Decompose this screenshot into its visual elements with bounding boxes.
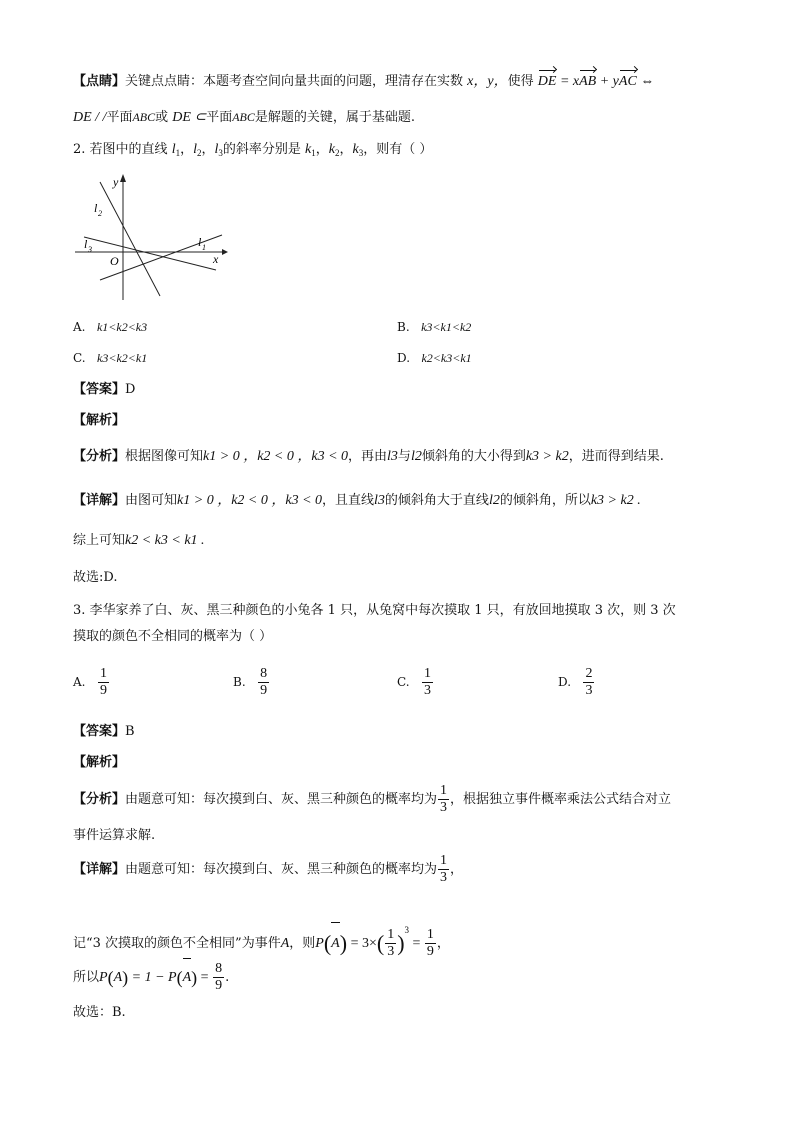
q2-stem-c: ，则有（ ） — [363, 142, 433, 157]
q2-stem-b: 的斜率分别是 — [222, 142, 301, 157]
frac-num: 1 — [387, 927, 395, 942]
frac-num: 1 — [99, 666, 107, 681]
frac-den: 3 — [440, 800, 448, 815]
jiexi-tag: 【解析】 — [73, 413, 126, 428]
prob-p: P — [315, 936, 324, 951]
question-3-stem-2 — [73, 627, 272, 647]
q2-option-b[interactable] — [397, 318, 471, 336]
q3-option-d[interactable] — [558, 666, 595, 699]
frac-num: 1 — [440, 783, 448, 798]
ji-eq-2: = — [409, 936, 424, 951]
l1-sub: 1 — [175, 148, 181, 158]
q3-guxuan — [73, 1003, 126, 1023]
plane-word-2: 平面 — [206, 110, 233, 125]
q2-option-c[interactable] — [73, 349, 147, 367]
fenxi-l3: l3 — [387, 449, 398, 464]
l2-label-sub: 2 — [98, 209, 102, 218]
k1: k — [305, 142, 312, 157]
xj-slopes: k1 > 0 ，k2 < 0 ，k3 < 0 — [177, 493, 323, 508]
l3-sub: 3 — [218, 148, 223, 158]
option-key: D. — [558, 675, 572, 689]
q2-answer — [73, 380, 135, 400]
answer-tag: 【答案】 — [73, 382, 126, 397]
xj-l2: l2 — [488, 493, 500, 508]
option-text: k3<k1<k2 — [421, 320, 472, 334]
option-key: C. — [73, 351, 86, 365]
frac-den: 9 — [260, 683, 268, 698]
fenxi-fraction — [438, 783, 449, 816]
fenxi-text: 根据图像可知 — [125, 449, 204, 464]
y-label: y — [113, 175, 119, 189]
frac-num: 1 — [426, 927, 434, 942]
ji-text-b: ，则 — [289, 936, 316, 951]
line-l2 — [100, 182, 160, 296]
gu-text: 故选:D. — [73, 570, 118, 585]
event-a-bar: A — [183, 958, 192, 996]
ji-end: ， — [436, 936, 450, 951]
dianjing-conclusion: 是解题的关键，属于基础题. — [254, 110, 416, 125]
option-key: C. — [397, 675, 410, 689]
frac-num: 8 — [215, 961, 223, 976]
fenxi-l2: l2 — [410, 449, 422, 464]
xiangjie-tag: 【详解】 — [73, 862, 126, 877]
vector-ac: AC — [619, 72, 637, 92]
q3-answer — [73, 722, 135, 742]
iff-symbol: ⇔ — [636, 74, 655, 89]
fenxi-text-b: ，根据独立事件概率乘法公式结合对立 — [450, 792, 672, 807]
q2-stem-a: 2. 若图中的直线 — [73, 142, 168, 157]
k2-sub: 2 — [335, 148, 340, 158]
suo-text: 所以 — [73, 970, 100, 985]
q3-event-line: 记“3 次摸取的颜色不全相同”为事件A，则P(A) = 3×( $\frac{1}{3}$ )$^3$ = $\frac{1}{9}$ ， — [73, 910, 450, 964]
option-text: k3<k2<k1 — [97, 351, 148, 365]
q3-stem-2: 摸取的颜色不全相同的概率为（ ） — [73, 629, 273, 644]
vector-de: DE — [538, 72, 557, 92]
fenxi-slopes: k1 > 0 ，k2 < 0 ，k3 < 0 — [203, 449, 349, 464]
fenxi-text-e: ，进而得到结果. — [568, 449, 664, 464]
l2: l — [193, 142, 197, 157]
frac-den: 9 — [426, 944, 434, 959]
frac-num: 1 — [424, 666, 432, 681]
vector-ab: AB — [579, 72, 596, 92]
l2-sub: 2 — [196, 148, 202, 158]
fenxi-text: 由题意可知：每次摸到白、灰、黑三种颜色的概率均为 — [125, 792, 438, 807]
suo-mid: = 1 − P — [128, 970, 177, 985]
q2-jiexi — [73, 411, 125, 431]
de-parallel: DE / / — [73, 110, 107, 125]
fenxi-tag: 【分析】 — [73, 792, 126, 807]
option-fraction — [583, 666, 594, 699]
origin-label: O — [110, 254, 119, 268]
jiexi-tag: 【解析】 — [73, 755, 126, 770]
real-vars: x，y， — [467, 74, 508, 89]
q2-xiangjie — [73, 491, 641, 511]
frac-num: 2 — [585, 666, 593, 681]
q2-option-d[interactable] — [397, 349, 472, 367]
option-text: k2<k3<k1 — [421, 351, 472, 365]
de-subset: DE ⊂ — [172, 110, 207, 125]
k1-sub: 1 — [311, 148, 316, 158]
fenxi-text-c: 事件运算求解. — [73, 828, 156, 843]
or-word: 或 — [155, 110, 169, 125]
question-2-stem: 2. 若图中的直线 $l_1$，$l_2$，$l_3$的斜率分别是 $k_1$，$k_2$，$k_3$，则有（ ） — [73, 142, 433, 158]
frac-num: 1 — [440, 853, 448, 868]
frac-den: 3 — [424, 683, 432, 698]
answer-value: D — [125, 382, 136, 397]
xj-text-d: 的倾斜角，所以 — [499, 493, 591, 508]
zong-relation: k2 < k3 < k1 . — [125, 533, 205, 548]
q3-suoyi-line: 所以P(A) = 1 − P(A) = $\frac{8}{9}$ . — [73, 958, 229, 996]
abc-label: ABC — [132, 110, 156, 124]
fenxi-text-d: 倾斜角的大小得到 — [421, 449, 526, 464]
question-3-stem-1 — [73, 601, 676, 621]
xj-l3: l3 — [374, 493, 385, 508]
line-l3 — [84, 237, 216, 270]
event-a: A — [113, 970, 123, 985]
suo-eq: = — [197, 970, 213, 985]
option-key: A. — [73, 675, 86, 689]
x-axis-arrow — [222, 249, 228, 255]
k2: k — [328, 142, 335, 157]
option-text: k1<k2<k3 — [96, 320, 148, 334]
q2-zongshang — [73, 531, 205, 551]
l1-label: l — [198, 235, 202, 249]
option-fraction — [258, 666, 269, 699]
dianjing-line-1 — [73, 72, 654, 92]
fenxi-text-b: ，再由 — [348, 449, 388, 464]
l3-label: l — [84, 237, 88, 251]
k3-sub: 3 — [358, 148, 364, 158]
xj-text: 由图可知 — [125, 493, 178, 508]
option-key: D. — [397, 351, 411, 365]
q3-fenxi-line-1 — [73, 783, 671, 817]
frac-den: 3 — [440, 870, 448, 885]
k3: k — [352, 142, 359, 157]
q2-option-a[interactable] — [73, 318, 147, 336]
fenxi-relation: k3 > k2 — [525, 449, 569, 464]
suo-end: . — [225, 970, 230, 985]
dianjing-line-2 — [73, 107, 415, 128]
frac-den: 9 — [215, 978, 223, 993]
plane-word: 平面 — [106, 110, 133, 125]
y-axis-arrow — [120, 174, 126, 182]
option-key: B. — [397, 320, 410, 334]
ji-eq: = 3× — [347, 936, 377, 951]
xj-relation: k3 > k2 . — [590, 493, 641, 508]
l3: l — [214, 142, 219, 157]
q3-option-a[interactable] — [73, 666, 110, 699]
ji-fraction — [385, 927, 396, 960]
xj-fraction — [438, 853, 449, 886]
q3-jiexi — [73, 753, 125, 773]
xj-text-b: ，且直线 — [322, 493, 375, 508]
x-label: x — [213, 252, 219, 266]
event-a-bar: A — [331, 922, 340, 964]
l1-label-sub: 1 — [202, 243, 206, 252]
dianjing-text-2: 使得 — [507, 74, 534, 89]
answer-tag: 【答案】 — [73, 724, 126, 739]
xj-text-c: 的倾斜角大于直线 — [384, 493, 489, 508]
ji-result-fraction — [425, 927, 436, 960]
ji-exponent: 3 — [404, 925, 410, 935]
l2-label: l — [94, 201, 98, 215]
option-fraction — [98, 666, 109, 699]
q3-xiangjie — [73, 853, 463, 887]
q3-option-c[interactable] — [397, 666, 434, 699]
option-key: B. — [233, 675, 246, 689]
abc-label-2: ABC — [232, 110, 255, 124]
l1: l — [171, 142, 176, 157]
slope-figure — [70, 170, 230, 305]
q3-stem-1: 3. 李华家养了白、灰、黑三种颜色的小兔各 1 只，从兔窝中每次摸取 1 只，有放回地摸取 3 次，则 3 次 — [73, 603, 676, 618]
q2-fenxi — [73, 447, 664, 467]
frac-den: 9 — [99, 683, 107, 698]
ji-text: 记“3 次摸取的颜色不全相同”为事件 — [73, 936, 281, 951]
prob-p: P — [99, 970, 108, 985]
fenxi-tag: 【分析】 — [73, 449, 126, 464]
event-a: A — [280, 936, 290, 951]
plus-y: + y — [596, 74, 619, 89]
q2-guxuan — [73, 568, 117, 588]
gu-text: 故选：B. — [73, 1005, 126, 1020]
dianjing-tag: 【点睛】 — [73, 74, 126, 89]
q3-option-b[interactable] — [233, 666, 270, 699]
frac-den: 3 — [387, 944, 395, 959]
frac-den: 3 — [585, 683, 593, 698]
eq-x: = x — [556, 74, 580, 89]
xj-text: 由题意可知：每次摸到白、灰、黑三种颜色的概率均为 — [125, 862, 438, 877]
option-fraction — [422, 666, 433, 699]
frac-num: 8 — [260, 666, 268, 681]
fenxi-text-c: 与 — [397, 449, 411, 464]
q3-fenxi-line-2 — [73, 826, 155, 846]
dianjing-text: 关键点点睛：本题考查空间向量共面的问题，理清存在实数 — [125, 74, 464, 89]
option-key: A. — [73, 320, 86, 334]
suo-fraction — [213, 961, 224, 994]
l3-label-sub: 3 — [88, 245, 92, 254]
xj-text-b: ， — [450, 862, 464, 877]
xiangjie-tag: 【详解】 — [73, 493, 126, 508]
answer-value: B — [125, 724, 135, 739]
zong-text: 综上可知 — [73, 533, 126, 548]
